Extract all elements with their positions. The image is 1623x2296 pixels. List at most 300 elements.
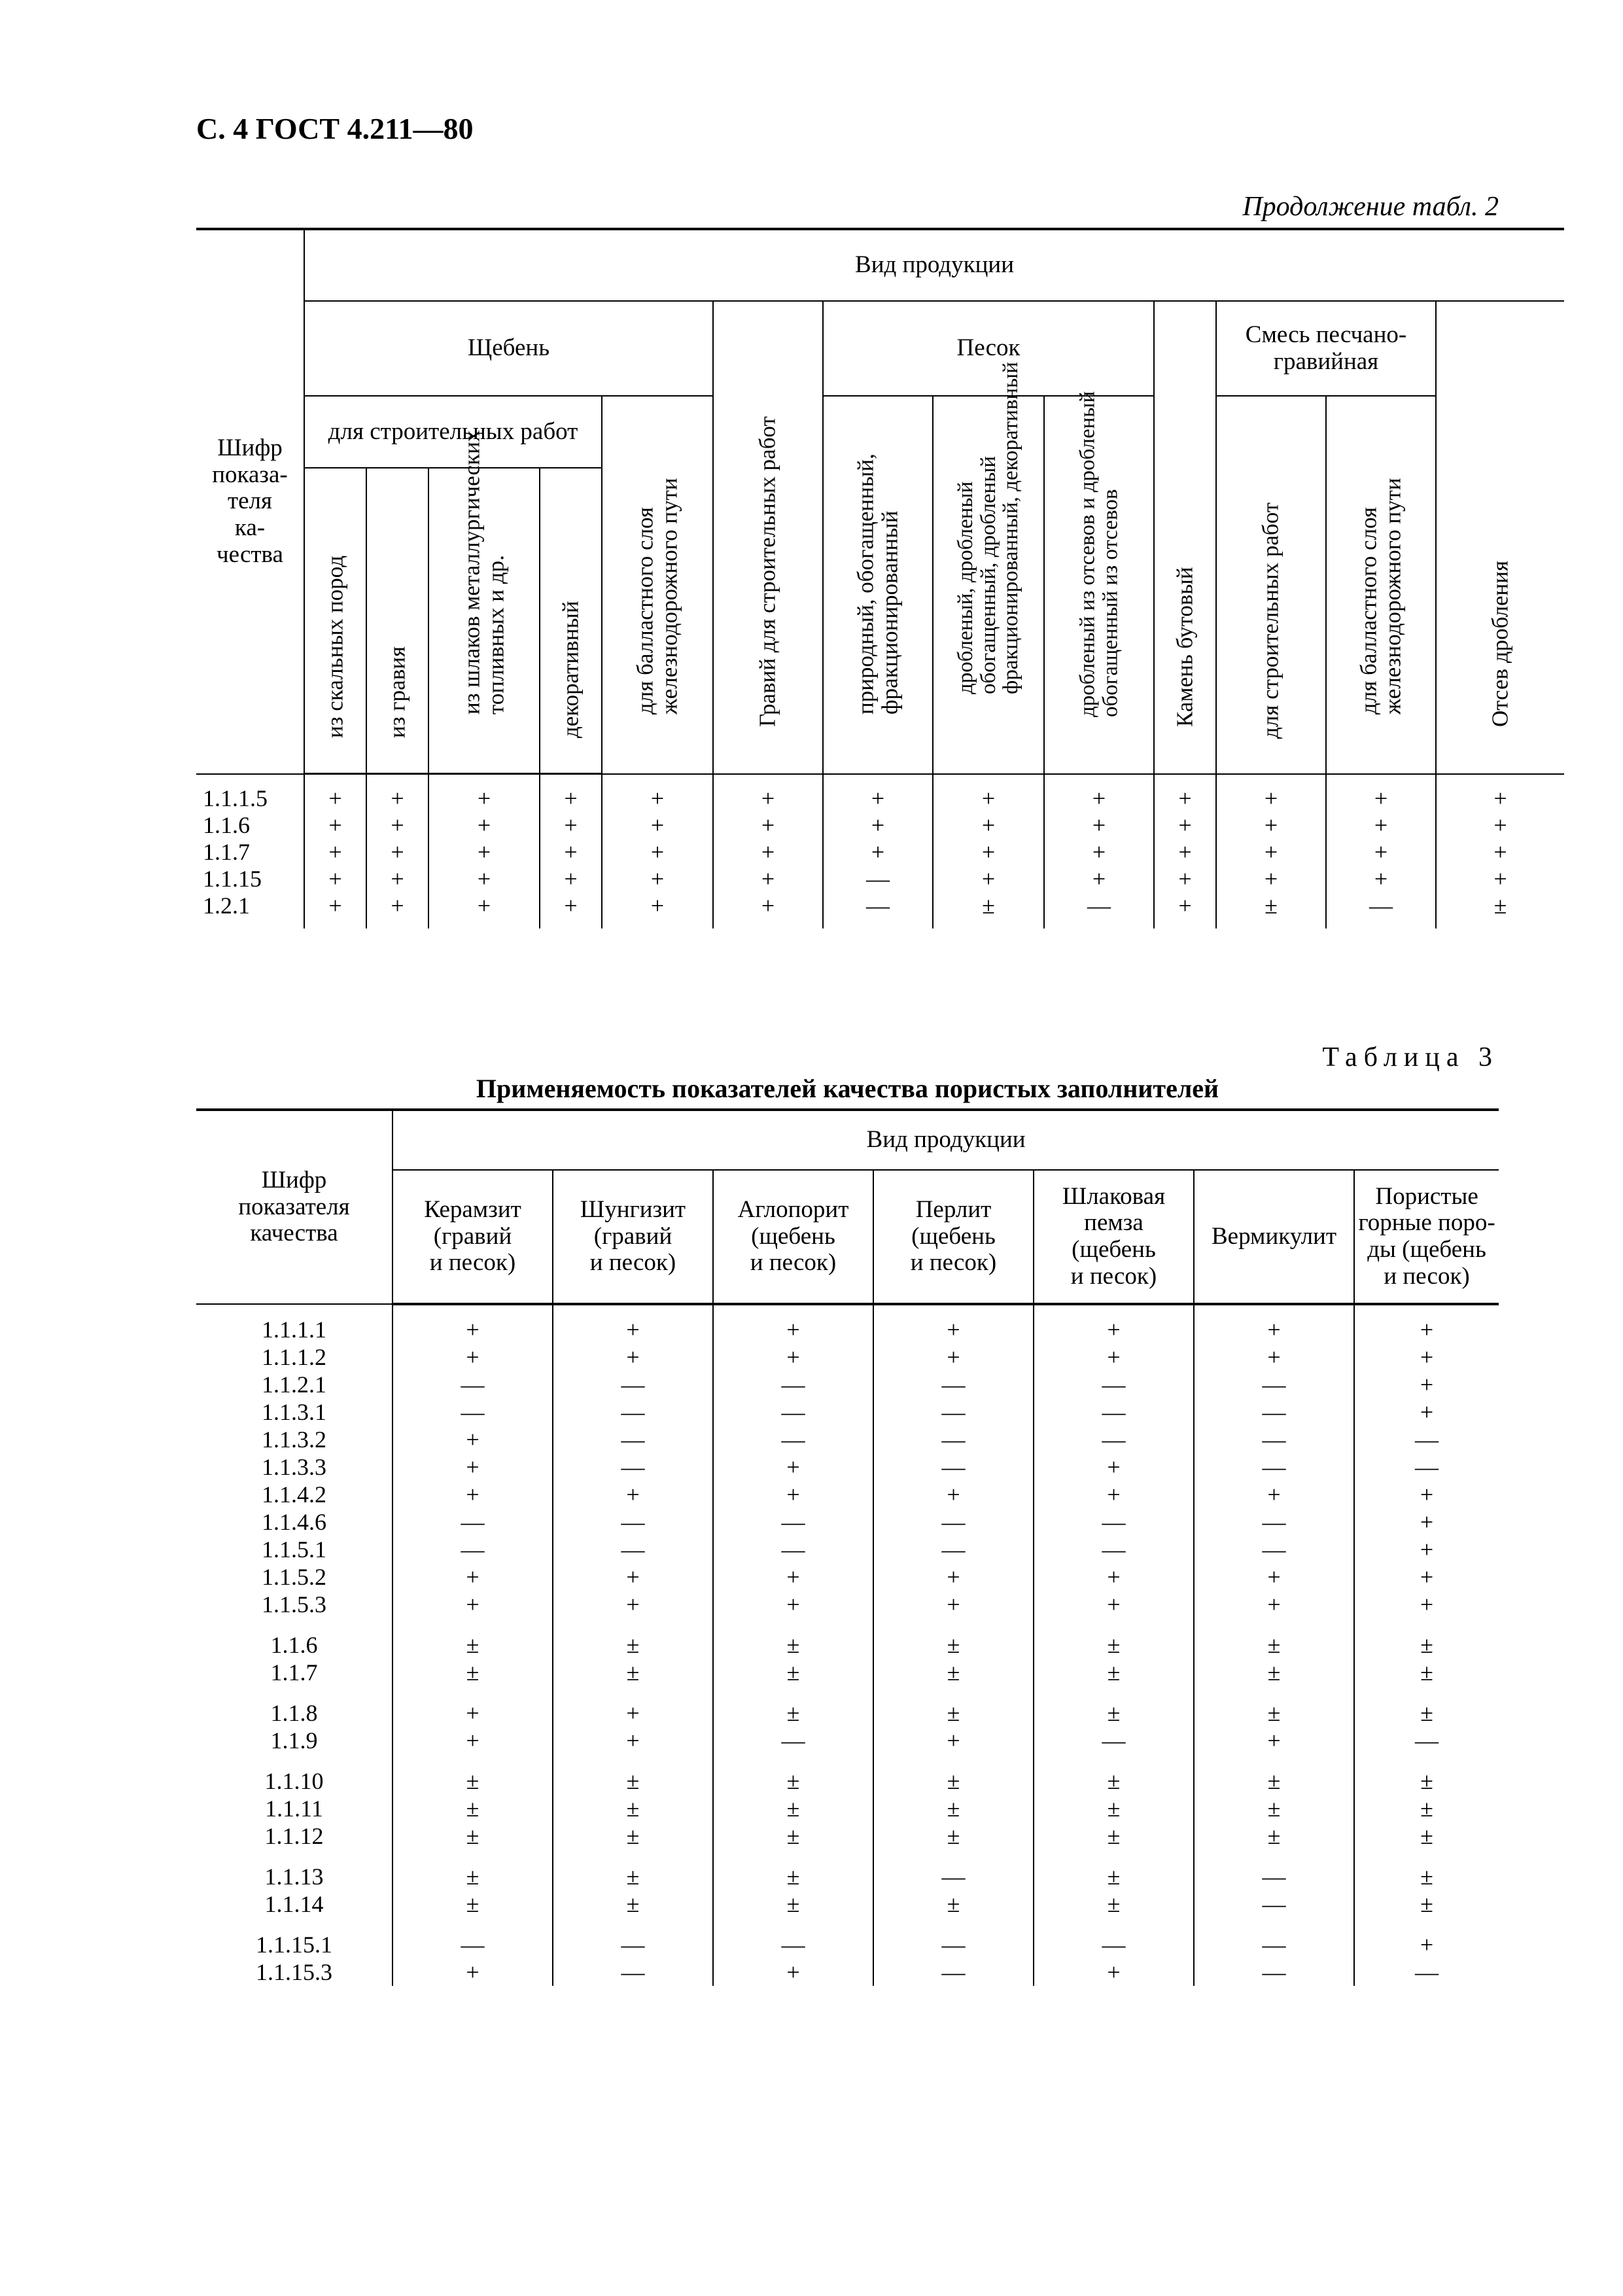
row-code: 1.1.15	[196, 866, 304, 892]
table-cell: —	[713, 1536, 873, 1563]
row-code: 1.1.7	[196, 1659, 393, 1686]
table-cell: +	[1044, 774, 1154, 813]
table2-continuation-caption: Продолжение табл. 2	[1242, 192, 1499, 222]
table-cell: ±	[1034, 1795, 1194, 1822]
table-cell: —	[873, 1958, 1034, 1986]
table-cell: +	[393, 1591, 553, 1618]
table-cell: ±	[873, 1795, 1034, 1822]
slag-column-header	[428, 430, 540, 774]
table-cell: +	[1354, 1371, 1499, 1398]
crushed-ballast-column-header	[602, 396, 713, 774]
table-cell: ±	[1034, 1850, 1194, 1890]
for-construction-header: для строительных работ	[304, 396, 602, 468]
table-cell: +	[1354, 1591, 1499, 1618]
table-cell: —	[393, 1536, 553, 1563]
table-cell: +	[553, 1481, 713, 1508]
table-cell: +	[1326, 774, 1436, 813]
table-cell: ±	[553, 1618, 713, 1659]
table-cell: +	[713, 1591, 873, 1618]
table-cell: +	[1034, 1591, 1194, 1618]
row-code: 1.1.5.1	[196, 1536, 393, 1563]
porous-rock-column-header: Пористые горные поро- ды (щебень и песок)	[1354, 1170, 1499, 1304]
table-cell: ±	[1194, 1618, 1354, 1659]
table-cell: +	[1034, 1958, 1194, 1986]
mix-ballast-column-header	[1326, 396, 1436, 774]
row-code: 1.1.4.6	[196, 1508, 393, 1536]
table-cell: +	[713, 1343, 873, 1371]
table-cell: +	[1326, 866, 1436, 892]
gravel-column-label: Гравий для строительных работ	[754, 416, 780, 727]
row-code: 1.1.1.5	[196, 774, 304, 813]
table-cell: +	[713, 1453, 873, 1481]
table-cell: —	[1034, 1727, 1194, 1754]
table-cell: +	[823, 839, 933, 866]
table-cell: +	[1354, 1508, 1499, 1536]
table-cell: +	[393, 1727, 553, 1754]
table-row	[196, 1918, 1499, 1958]
table-cell: +	[713, 774, 823, 813]
table-cell: +	[1044, 812, 1154, 839]
mix-construction-column-label: для строительных работ	[1257, 502, 1283, 739]
table-row	[196, 1591, 1499, 1618]
table-cell: —	[1354, 1958, 1499, 1986]
row-code: 1.1.15.1	[196, 1918, 393, 1958]
table-cell: +	[1194, 1727, 1354, 1754]
decorative-column-header	[540, 468, 602, 774]
table-cell: +	[713, 1304, 873, 1343]
row-code: 1.1.5.3	[196, 1591, 393, 1618]
table-cell: —	[1354, 1426, 1499, 1453]
table-cell: +	[1216, 774, 1326, 813]
table-row	[196, 1822, 1499, 1850]
table-cell: +	[1034, 1453, 1194, 1481]
table-row	[196, 1343, 1499, 1371]
table-cell: +	[553, 1727, 713, 1754]
table-cell: —	[553, 1508, 713, 1536]
table-cell: +	[1154, 866, 1216, 892]
table-cell: ±	[1034, 1754, 1194, 1795]
table-cell: +	[1354, 1563, 1499, 1591]
table-cell: +	[713, 839, 823, 866]
table-cell: +	[393, 1686, 553, 1727]
table-row	[196, 1659, 1499, 1686]
table-row	[196, 1536, 1499, 1563]
table-cell: —	[553, 1426, 713, 1453]
table-cell: +	[540, 866, 602, 892]
perlit-column-header: Перлит (щебень и песок)	[873, 1170, 1034, 1304]
table-row	[196, 1890, 1499, 1918]
table-cell: +	[1194, 1304, 1354, 1343]
table-cell: ±	[713, 1850, 873, 1890]
table-cell: +	[933, 774, 1044, 813]
row-code: 1.1.8	[196, 1686, 393, 1727]
table-row	[196, 1850, 1499, 1890]
table-cell: ±	[713, 1659, 873, 1686]
table-cell: ±	[1034, 1822, 1194, 1850]
table-row	[196, 1426, 1499, 1453]
table-cell: +	[393, 1426, 553, 1453]
screening-column-label: Отсев дробления	[1487, 560, 1513, 727]
table-cell: —	[873, 1850, 1034, 1890]
table-cell: —	[713, 1727, 873, 1754]
table-cell: +	[393, 1563, 553, 1591]
table-cell: —	[873, 1398, 1034, 1426]
code-header-text: Шифр показа-теля ка-чества	[212, 434, 288, 568]
table-cell: ±	[1354, 1754, 1499, 1795]
table-row	[196, 866, 1564, 892]
table-cell: —	[553, 1918, 713, 1958]
row-code: 1.1.14	[196, 1890, 393, 1918]
table-cell: ±	[873, 1890, 1034, 1918]
table-cell: —	[1034, 1398, 1194, 1426]
table-cell: —	[553, 1371, 713, 1398]
table-cell: —	[1034, 1918, 1194, 1958]
table-cell: +	[1154, 892, 1216, 928]
table-row	[196, 1563, 1499, 1591]
crushed-stone-header: Щебень	[304, 301, 713, 396]
table-cell: ±	[713, 1754, 873, 1795]
table-row	[196, 892, 1564, 928]
table-cell: —	[393, 1398, 553, 1426]
row-code: 1.1.6	[196, 812, 304, 839]
table3-caption: Таблица 3	[1322, 1042, 1499, 1072]
table-cell: —	[393, 1371, 553, 1398]
table-cell: +	[1034, 1481, 1194, 1508]
table-cell: +	[304, 839, 366, 866]
table-cell: ±	[1194, 1686, 1354, 1727]
table-cell: ±	[393, 1795, 553, 1822]
table-cell: ±	[1354, 1850, 1499, 1890]
table-cell: ±	[553, 1850, 713, 1890]
table-cell: +	[713, 1958, 873, 1986]
table-row	[196, 1958, 1499, 1986]
table-cell: +	[1436, 812, 1564, 839]
table-cell: ±	[1354, 1618, 1499, 1659]
code-column-header: Шифр показателя качества	[196, 1110, 393, 1304]
table-cell: +	[1354, 1536, 1499, 1563]
table-cell: ±	[553, 1754, 713, 1795]
table-cell: +	[1154, 812, 1216, 839]
from-gravel-column-header	[366, 468, 428, 774]
table-cell: +	[933, 839, 1044, 866]
table-cell: —	[1034, 1426, 1194, 1453]
row-code: 1.1.3.2	[196, 1426, 393, 1453]
table-cell: +	[1354, 1918, 1499, 1958]
mix-construction-column-header	[1216, 396, 1326, 774]
table-cell: +	[553, 1686, 713, 1727]
table-cell: +	[366, 812, 428, 839]
table-cell: —	[1194, 1426, 1354, 1453]
table-cell: +	[428, 812, 540, 839]
table-cell: +	[933, 812, 1044, 839]
table-cell: ±	[1034, 1890, 1194, 1918]
table-row	[196, 1795, 1499, 1822]
table-cell: —	[553, 1536, 713, 1563]
row-code: 1.1.9	[196, 1727, 393, 1754]
table-cell: ±	[1194, 1795, 1354, 1822]
table-cell: —	[1034, 1536, 1194, 1563]
table-cell: —	[823, 892, 933, 928]
table-cell: +	[1154, 774, 1216, 813]
table-cell: ±	[1436, 892, 1564, 928]
row-code: 1.1.1.1	[196, 1304, 393, 1343]
agloporit-column-header: Аглопорит (щебень и песок)	[713, 1170, 873, 1304]
table-cell: —	[1194, 1958, 1354, 1986]
table-cell: +	[540, 839, 602, 866]
sand-header: Песок	[823, 301, 1154, 396]
table-cell: +	[393, 1453, 553, 1481]
table-cell: ±	[873, 1686, 1034, 1727]
table-cell: ±	[553, 1822, 713, 1850]
table-cell: +	[1354, 1481, 1499, 1508]
table-cell: ±	[1194, 1659, 1354, 1686]
from-gravel-column-label: из гравия	[384, 646, 410, 739]
slag-pumice-column-header: Шлаковая пемза (щебень и песок)	[1034, 1170, 1194, 1304]
rubble-stone-column-label: Камень бутовый	[1172, 567, 1198, 727]
table-row	[196, 1453, 1499, 1481]
row-code: 1.1.6	[196, 1618, 393, 1659]
table-cell: ±	[933, 892, 1044, 928]
table-cell: +	[602, 866, 713, 892]
table-cell: +	[540, 774, 602, 813]
table-cell: +	[873, 1591, 1034, 1618]
table-cell: +	[428, 839, 540, 866]
table-row	[196, 774, 1564, 813]
table-cell: —	[1354, 1727, 1499, 1754]
table-cell: +	[823, 774, 933, 813]
table-cell: +	[393, 1958, 553, 1986]
table-cell: —	[873, 1536, 1034, 1563]
table-cell: —	[1194, 1536, 1354, 1563]
table-cell: —	[1326, 892, 1436, 928]
table-cell: +	[304, 812, 366, 839]
table-cell: +	[1044, 866, 1154, 892]
table-cell: —	[873, 1453, 1034, 1481]
sand-gravel-mix-header: Смесь песчано-гравийная	[1216, 301, 1436, 396]
table-cell: ±	[873, 1659, 1034, 1686]
table-cell: +	[1326, 812, 1436, 839]
table-cell: —	[873, 1371, 1034, 1398]
table-cell: ±	[873, 1754, 1034, 1795]
table-cell: ±	[1194, 1822, 1354, 1850]
table-cell: +	[1194, 1591, 1354, 1618]
table-cell: —	[713, 1508, 873, 1536]
table-cell: —	[553, 1453, 713, 1481]
screening-column-header	[1436, 301, 1564, 774]
decorative-column-label: декоративный	[557, 601, 584, 739]
table-cell: ±	[393, 1618, 553, 1659]
table-cell: +	[933, 866, 1044, 892]
table-cell: +	[366, 866, 428, 892]
table-cell: +	[713, 812, 823, 839]
table-cell: ±	[1194, 1754, 1354, 1795]
table-cell: +	[1326, 839, 1436, 866]
table-cell: ±	[1354, 1659, 1499, 1686]
slag-column-label: из шлаков металлургических топливных и др.	[459, 430, 508, 715]
table-cell: +	[1354, 1304, 1499, 1343]
sand-crushed-column-header	[933, 362, 1044, 774]
table-cell: +	[1436, 839, 1564, 866]
table-cell: —	[1194, 1371, 1354, 1398]
table-cell: ±	[1216, 892, 1326, 928]
table-row	[196, 1508, 1499, 1536]
table-cell: +	[713, 1563, 873, 1591]
table3	[196, 1108, 1499, 1986]
table-cell: —	[713, 1426, 873, 1453]
table-cell: ±	[713, 1618, 873, 1659]
table-cell: ±	[1034, 1618, 1194, 1659]
table-cell: +	[1194, 1343, 1354, 1371]
table-cell: —	[553, 1398, 713, 1426]
table-cell: +	[1216, 839, 1326, 866]
table-cell: +	[602, 812, 713, 839]
table-row	[196, 1754, 1499, 1795]
table-cell: +	[1216, 866, 1326, 892]
rock-column-header	[304, 468, 366, 774]
table-cell: ±	[1034, 1686, 1194, 1727]
gravel-column-header	[713, 301, 823, 774]
table-cell: +	[540, 892, 602, 928]
table-cell: +	[1216, 812, 1326, 839]
table-cell: ±	[1354, 1795, 1499, 1822]
row-code: 1.1.3.3	[196, 1453, 393, 1481]
table-cell: +	[366, 839, 428, 866]
table-cell: —	[553, 1958, 713, 1986]
crushed-ballast-column-label: для балластного слоя железнодорожного пути	[632, 478, 682, 715]
table-cell: +	[873, 1343, 1034, 1371]
table-cell: ±	[1354, 1686, 1499, 1727]
table-cell: +	[1034, 1343, 1194, 1371]
table-cell: +	[553, 1591, 713, 1618]
table-cell: +	[428, 866, 540, 892]
page-header: С. 4 ГОСТ 4.211—80	[196, 112, 474, 145]
table-row	[196, 1618, 1499, 1659]
table-cell: +	[553, 1304, 713, 1343]
table-cell: —	[1194, 1918, 1354, 1958]
table-cell: +	[393, 1304, 553, 1343]
table3-title: Применяемость показателей качества пористых заполнителей	[476, 1074, 1219, 1103]
table-row	[196, 1304, 1499, 1343]
table-cell: ±	[393, 1890, 553, 1918]
table2	[196, 228, 1564, 928]
table-cell: —	[1354, 1453, 1499, 1481]
table-cell: +	[602, 774, 713, 813]
table-cell: ±	[713, 1890, 873, 1918]
table-cell: +	[713, 1481, 873, 1508]
table-row	[196, 1398, 1499, 1426]
row-code: 1.1.5.2	[196, 1563, 393, 1591]
table-cell: +	[873, 1304, 1034, 1343]
table-cell: ±	[713, 1795, 873, 1822]
row-code: 1.1.4.2	[196, 1481, 393, 1508]
table-cell: —	[1194, 1850, 1354, 1890]
row-code: 1.1.3.1	[196, 1398, 393, 1426]
mix-ballast-column-label: для балластного слоя железнодорожного пути	[1355, 478, 1405, 715]
table-row	[196, 1371, 1499, 1398]
table-cell: ±	[553, 1890, 713, 1918]
row-code: 1.1.12	[196, 1822, 393, 1850]
table-cell: +	[304, 892, 366, 928]
table-cell: ±	[553, 1795, 713, 1822]
row-code: 1.1.11	[196, 1795, 393, 1822]
row-code: 1.2.1	[196, 892, 304, 928]
table-cell: +	[1034, 1563, 1194, 1591]
table-cell: +	[1436, 774, 1564, 813]
table-cell: ±	[393, 1659, 553, 1686]
table-cell: +	[1354, 1398, 1499, 1426]
rubble-stone-column-header	[1154, 301, 1216, 774]
table-cell: +	[1044, 839, 1154, 866]
table-cell: +	[428, 892, 540, 928]
table-row	[196, 839, 1564, 866]
table-cell: +	[602, 839, 713, 866]
table-cell: +	[1154, 839, 1216, 866]
table-row	[196, 1686, 1499, 1727]
table-cell: +	[602, 892, 713, 928]
table-cell: ±	[1034, 1659, 1194, 1686]
table-cell: +	[540, 812, 602, 839]
table-cell: ±	[393, 1850, 553, 1890]
table-cell: —	[1044, 892, 1154, 928]
table-cell: —	[713, 1918, 873, 1958]
table-cell: +	[713, 892, 823, 928]
table-cell: —	[713, 1371, 873, 1398]
table-cell: —	[873, 1508, 1034, 1536]
table-cell: +	[873, 1481, 1034, 1508]
table-cell: ±	[393, 1822, 553, 1850]
table-cell: ±	[1354, 1822, 1499, 1850]
sand-screening-column-header	[1044, 391, 1154, 774]
row-code: 1.1.13	[196, 1850, 393, 1890]
row-code: 1.1.2.1	[196, 1371, 393, 1398]
table-cell: —	[1034, 1508, 1194, 1536]
table-cell: +	[1034, 1304, 1194, 1343]
table-cell: ±	[1354, 1890, 1499, 1918]
sand-crushed-column-label: дробленый, дробленый обогащенный, дробленый фракционированный, декоративный	[954, 362, 1023, 695]
product-type-header: Вид продукции	[393, 1110, 1499, 1170]
shungizit-column-header: Шунгизит (гравий и песок)	[553, 1170, 713, 1304]
table-cell: +	[873, 1727, 1034, 1754]
table-cell: +	[1354, 1343, 1499, 1371]
table-row	[196, 812, 1564, 839]
table-cell: —	[393, 1508, 553, 1536]
table-cell: +	[304, 774, 366, 813]
table-cell: +	[873, 1563, 1034, 1591]
row-code: 1.1.7	[196, 839, 304, 866]
table-cell: —	[1034, 1371, 1194, 1398]
table-cell: ±	[553, 1659, 713, 1686]
table-cell: +	[713, 866, 823, 892]
row-code: 1.1.15.3	[196, 1958, 393, 1986]
table-cell: —	[1194, 1453, 1354, 1481]
table-cell: ±	[393, 1754, 553, 1795]
row-code: 1.1.10	[196, 1754, 393, 1795]
rock-column-label: из скальных пород	[322, 556, 348, 739]
row-code: 1.1.1.2	[196, 1343, 393, 1371]
sand-natural-column-header	[823, 396, 933, 774]
table-cell: —	[393, 1918, 553, 1958]
table-cell: —	[1194, 1508, 1354, 1536]
table-cell: ±	[873, 1822, 1034, 1850]
table-cell: +	[393, 1343, 553, 1371]
table-row	[196, 1727, 1499, 1754]
table-cell: —	[823, 866, 933, 892]
table-cell: —	[1194, 1890, 1354, 1918]
table-cell: +	[428, 774, 540, 813]
table-cell: —	[873, 1918, 1034, 1958]
table-cell: +	[304, 866, 366, 892]
table-cell: +	[553, 1563, 713, 1591]
